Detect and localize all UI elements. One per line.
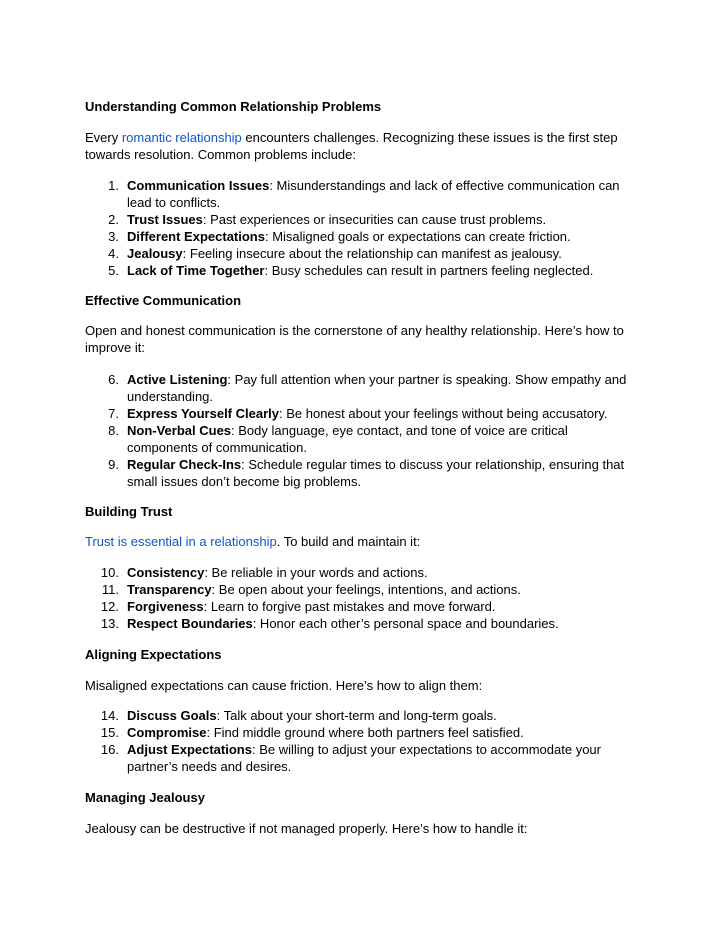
item-desc: : Be willing to adjust your expectations to accommodate your partner’s needs and desires. [127, 742, 601, 774]
intro-managing-jealousy: Jealousy can be destructive if not managed properly. Here’s how to handle it: [85, 821, 528, 836]
intro-building-trust [85, 533, 635, 550]
trust-essential-link[interactable]: Trust is essential in a relationship [85, 534, 277, 549]
item-desc: : Find middle ground where both partners feel satisfied. [206, 725, 524, 740]
item-number: 3. [108, 229, 119, 244]
list-item [85, 211, 635, 228]
item-desc: : Be honest about your feelings without being accusatory. [279, 406, 608, 421]
list-item [85, 228, 635, 245]
romantic-relationship-link[interactable]: romantic relationship [121, 130, 242, 145]
list-effective-communication [85, 371, 635, 490]
list-item [85, 422, 635, 456]
item-desc: : Busy schedules can result in partners feeling neglected. [264, 263, 594, 278]
item-desc: : Be open about your feelings, intentions, and actions. [211, 582, 521, 597]
heading-building-trust: Building Trust [85, 504, 173, 519]
list-item [85, 581, 635, 598]
list-item [85, 741, 635, 775]
item-number: 2. [108, 212, 119, 227]
intro-post: encounters challenges. Recognizing these issues is the first step towards resolution. Common problems include: [85, 130, 618, 162]
item-term: Consistency [127, 565, 205, 580]
item-term: Adjust Expectations [127, 742, 252, 757]
list-item [85, 598, 635, 615]
intro-pre: Every [85, 130, 122, 145]
intro-aligning-expectations: Misaligned expectations can cause friction. Here’s how to align them: [85, 678, 483, 693]
item-desc: : Misunderstandings and lack of effective communication can lead to conflicts. [127, 178, 620, 210]
item-number: 9. [108, 457, 119, 472]
item-term: Different Expectations [127, 229, 265, 244]
list-item [85, 456, 635, 490]
item-number: 11. [101, 582, 119, 597]
item-number: 1. [108, 178, 119, 193]
item-number: 10. [100, 565, 119, 580]
item-term: Trust Issues [127, 212, 203, 227]
heading-managing-jealousy: Managing Jealousy [85, 790, 205, 805]
item-desc: : Learn to forgive past mistakes and move forward. [203, 599, 496, 614]
item-number: 6. [108, 372, 119, 387]
item-number: 15. [100, 725, 119, 740]
intro-common-problems [85, 129, 635, 163]
item-number: 13. [100, 616, 119, 631]
item-desc: : Misaligned goals or expectations can create friction. [264, 229, 571, 244]
list-item [85, 564, 635, 581]
heading-common-problems: Understanding Common Relationship Problems [85, 99, 382, 114]
list-common-problems [85, 177, 635, 279]
list-item [85, 707, 635, 724]
item-desc: : Past experiences or insecurities can cause trust problems. [202, 212, 547, 227]
item-number: 8. [108, 423, 119, 438]
item-number: 12. [100, 599, 119, 614]
item-term: Express Yourself Clearly [127, 406, 279, 421]
item-desc: : Pay full attention when your partner is speaking. Show empathy and understanding. [127, 372, 627, 404]
item-desc: : Talk about your short-term and long-term goals. [216, 708, 497, 723]
heading-aligning-expectations: Aligning Expectations [85, 647, 222, 662]
item-term: Forgiveness [127, 599, 204, 614]
list-item [85, 371, 635, 405]
item-term: Compromise [127, 725, 207, 740]
item-term: Non-Verbal Cues [127, 423, 232, 438]
list-item [85, 245, 635, 262]
list-item [85, 262, 635, 279]
item-number: 14. [100, 708, 119, 723]
heading-effective-communication: Effective Communication [85, 293, 242, 308]
intro-effective-communication: Open and honest communication is the cornerstone of any healthy relationship. Here’s how to improve it: [85, 323, 624, 355]
item-term: Lack of Time Together [127, 263, 265, 278]
list-item [85, 177, 635, 211]
item-term: Active Listening [127, 372, 228, 387]
item-number: 5. [108, 263, 119, 278]
item-desc: : Schedule regular times to discuss your relationship, ensuring that small issues don’t become big problems. [127, 457, 625, 489]
list-item [85, 615, 635, 632]
list-aligning-expectations [85, 707, 635, 775]
item-term: Regular Check-Ins [127, 457, 242, 472]
item-term: Transparency [127, 582, 212, 597]
item-term: Jealousy [127, 246, 183, 261]
item-number: 7. [108, 406, 119, 421]
intro-post: . To build and maintain it: [276, 534, 421, 549]
item-desc: : Honor each other’s personal space and boundaries. [252, 616, 559, 631]
list-item [85, 724, 635, 741]
item-desc: : Feeling insecure about the relationship can manifest as jealousy. [182, 246, 562, 261]
list-item [85, 405, 635, 422]
item-number: 4. [108, 246, 119, 261]
item-desc: : Be reliable in your words and actions. [204, 565, 428, 580]
item-number: 16. [100, 742, 119, 757]
item-term: Discuss Goals [127, 708, 217, 723]
item-desc: : Body language, eye contact, and tone of voice are critical components of communication. [127, 423, 568, 455]
item-term: Communication Issues [127, 178, 270, 193]
list-building-trust [85, 564, 635, 632]
item-term: Respect Boundaries [127, 616, 253, 631]
